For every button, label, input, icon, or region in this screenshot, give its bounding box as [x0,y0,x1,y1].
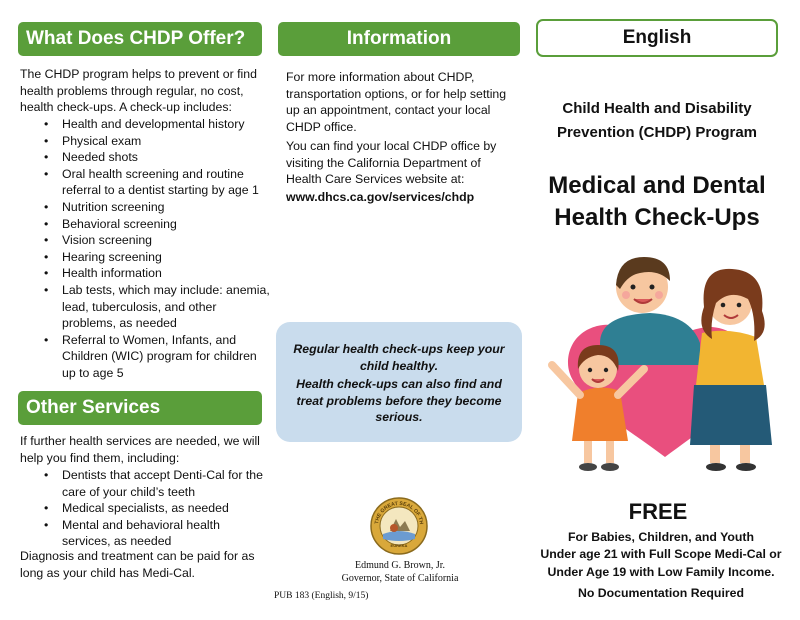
other-outro: Diagnosis and treatment can be paid for as long as your child has Medi-Cal. [20,549,255,580]
governor-title: Governor, State of California [341,573,459,584]
list-item: • Mental and behavioral health services, as needed [20,517,270,550]
eligibility-line-3: Under Age 19 with Low Family Income. [547,565,775,579]
list-item: • Health and developmental history [20,116,270,133]
callout-text-2: Health check-ups can also find and treat problems before they become serious. [296,377,502,425]
list-item: • Medical specialists, as needed [20,500,270,517]
governor-name: Edmund G. Brown, Jr. [355,560,445,571]
offer-intro: The CHDP program helps to prevent or find health problems through regular, no cost, health check-ups. A check-up includes: [20,67,257,115]
list-item: • Health information [20,265,270,282]
callout-text-1: Regular health check-ups keep your child healthy. [293,342,505,373]
brochure-title: Medical and Dental Health Check-Ups [548,172,766,231]
list-item: • Referral to Women, Infants, and Children (WIC) program for children up to age 5 [20,332,270,382]
info-paragraph-1: For more information about CHDP, transportation options, or for help setting up an appointment, contact your local CHDP office. [286,70,507,134]
list-item: • Behavioral screening [20,216,270,233]
what-does-chdp-offer-heading: What Does CHDP Offer? [18,22,262,56]
no-documentation-note: No Documentation Required [577,586,744,600]
list-item: • Oral health screening and routine referral to a dentist starting by age 1 [20,166,270,199]
list-item: • Nutrition screening [20,199,270,216]
family-heart-icon [540,245,780,485]
other-services-heading: Other Services [18,391,262,425]
language-badge: English [536,19,778,57]
eligibility-line-1: For Babies, Children, and Youth [567,530,755,544]
other-list [20,467,270,550]
eligibility-line-2: Under age 21 with Full Scope Medi-Cal or [540,547,782,561]
info-paragraph-2: You can find your local CHDP office by visiting the California Department of Health Care Services website at: [286,139,497,187]
list-item: • Physical exam [20,133,270,150]
list-item: • Needed shots [20,149,270,166]
list-item: • Lab tests, which may include: anemia, lead, tuberculosis, and other problems, as needed [20,282,270,332]
list-item: • Hearing screening [20,249,270,266]
callout-box [276,322,522,442]
website-url[interactable]: www.dhcs.ca.gov/services/chdp [286,190,475,204]
free-label: FREE [628,499,688,524]
svg-text:EUREKA: EUREKA [390,543,408,548]
state-seal-icon [370,497,428,555]
publication-number: PUB 183 (English, 9/15) [274,591,369,601]
list-item: • Dentists that accept Denti-Cal for the care of your child’s teeth [20,467,270,500]
other-intro: If further health services are needed, we will help you find them, including: [20,434,260,465]
offer-list [20,116,270,382]
svg-text:THE GREAT SEAL OF THE STATE OF: THE GREAT SEAL OF TH [374,500,424,525]
information-heading: Information [278,22,520,56]
family-heart-illustration [540,245,780,485]
program-name: Child Health and Disability Prevention (CHDP) Program [556,100,758,141]
california-state-seal [370,497,428,555]
list-item: • Vision screening [20,232,270,249]
